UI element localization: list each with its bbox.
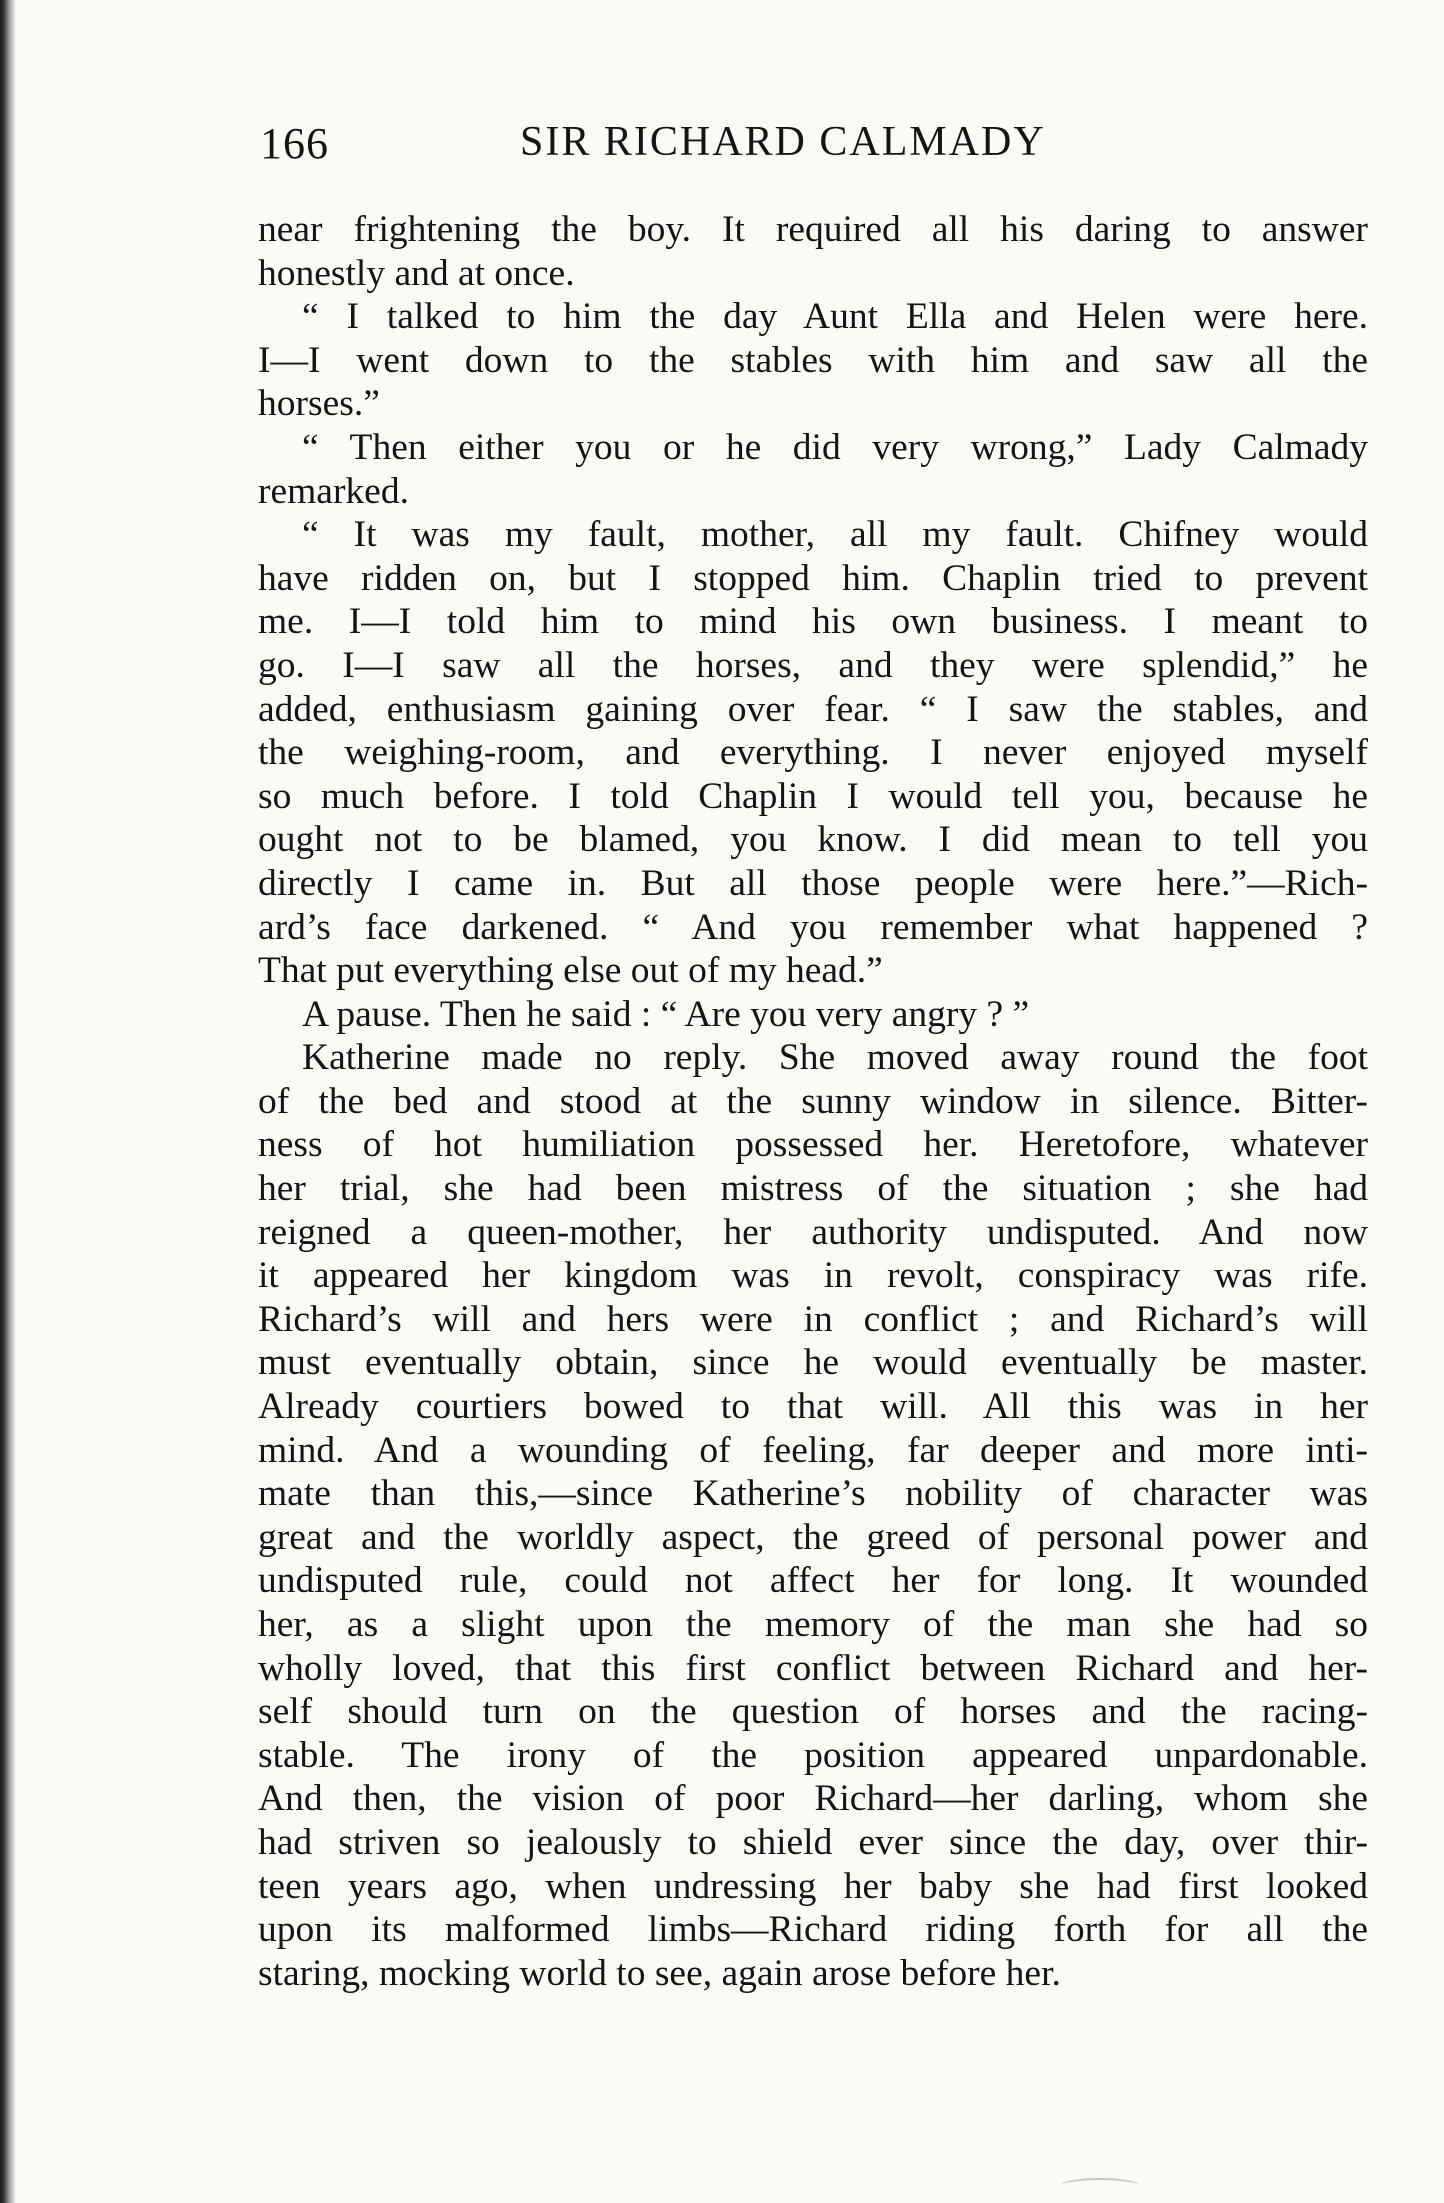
running-head (260, 118, 1368, 178)
text-line: ard’s face darkened. “ And you remember what happened ? (258, 906, 1368, 948)
text-line: “ Then either you or he did very wrong,” Lady Calmady (302, 426, 1368, 468)
text-line: the weighing-room, and everything. I never enjoyed myself (258, 732, 1368, 774)
text-line: added, enthusiasm gaining over fear. “ I saw the stables, and (258, 688, 1368, 730)
text-line: directly I came in. But all those people were here.”—Rich- (258, 862, 1368, 904)
text-line: her, as a slight upon the memory of the man she had so (258, 1604, 1368, 1645)
paragraph (258, 993, 1368, 1037)
text-line: remarked. (258, 470, 409, 512)
page-number: 166 (260, 119, 329, 168)
paragraph (258, 1036, 1368, 1995)
text-line: staring, mocking world to see, again arose before her. (258, 1952, 1061, 1994)
paragraph (258, 513, 1368, 993)
text-line: near frightening the boy. It required all his daring to answer (258, 209, 1368, 250)
text-line: self should turn on the question of horses and the racing- (258, 1691, 1368, 1733)
text-line: “ I talked to him the day Aunt Ella and Helen were here. (302, 296, 1368, 338)
text-line: reigned a queen-mother, her authority undisputed. And now (258, 1211, 1368, 1253)
text-line: stable. The irony of the position appeared unpardonable. (258, 1734, 1368, 1776)
text-line: mate than this,—since Katherine’s nobility of character was (258, 1473, 1368, 1515)
text-line: That put everything else out of my head.” (258, 950, 883, 992)
text-line: “ It was my fault, mother, all my fault. Chifney would (302, 514, 1368, 556)
text-line: teen years ago, when undressing her baby she had first looked (258, 1865, 1368, 1907)
text-line: wholly loved, that this first conflict between Richard and her- (258, 1647, 1368, 1689)
text-line: had striven so jealously to shield ever since the day, over thir- (258, 1821, 1368, 1863)
text-line: have ridden on, but I stopped him. Chaplin tried to prevent (258, 557, 1368, 599)
text-line: I—I went down to the stables with him and saw all the (258, 339, 1368, 381)
text-line: so much before. I told Chaplin I would tell you, because he (258, 775, 1368, 817)
text-line: must eventually obtain, since he would eventually be master. (258, 1342, 1368, 1384)
page-binding-edge (0, 0, 16, 2203)
paragraph (258, 208, 1368, 295)
text-line: upon its malformed limbs—Richard riding forth for all the (258, 1909, 1368, 1951)
text-line: great and the worldly aspect, the greed of personal power and (258, 1516, 1368, 1558)
text-line: me. I—I told him to mind his own business. I meant to (258, 601, 1368, 643)
text-line: Richard’s will and hers were in conflict ; and Richard’s will (258, 1298, 1368, 1340)
text-line: honestly and at once. (258, 252, 575, 294)
text-line: go. I—I saw all the horses, and they were splendid,” he (258, 644, 1368, 686)
paragraph (258, 295, 1368, 426)
text-line: horses.” (258, 383, 380, 425)
text-line: it appeared her kingdom was in revolt, conspiracy was rife. (258, 1255, 1368, 1297)
text-line: A pause. Then he said : “ Are you very angry ? ” (302, 993, 1030, 1035)
body-text (258, 208, 1368, 1995)
text-line: undisputed rule, could not affect her for long. It wounded (258, 1560, 1368, 1602)
text-line: mind. And a wounding of feeling, far deeper and more inti- (258, 1429, 1368, 1471)
text-line: of the bed and stood at the sunny window in silence. Bitter- (258, 1080, 1368, 1122)
text-line: her trial, she had been mistress of the situation ; she had (258, 1168, 1368, 1210)
text-line: ness of hot humiliation possessed her. Heretofore, whatever (258, 1124, 1368, 1166)
text-line: Katherine made no reply. She moved away round the foot (302, 1037, 1368, 1079)
print-smudge (1060, 2178, 1140, 2194)
text-line: Already courtiers bowed to that will. All this was in her (258, 1386, 1368, 1428)
text-line: ought not to be blamed, you know. I did mean to tell you (258, 819, 1368, 861)
paragraph (258, 426, 1368, 513)
book-title: SIR RICHARD CALMADY (520, 119, 1046, 165)
text-line: And then, the vision of poor Richard—her darling, whom she (258, 1778, 1368, 1820)
